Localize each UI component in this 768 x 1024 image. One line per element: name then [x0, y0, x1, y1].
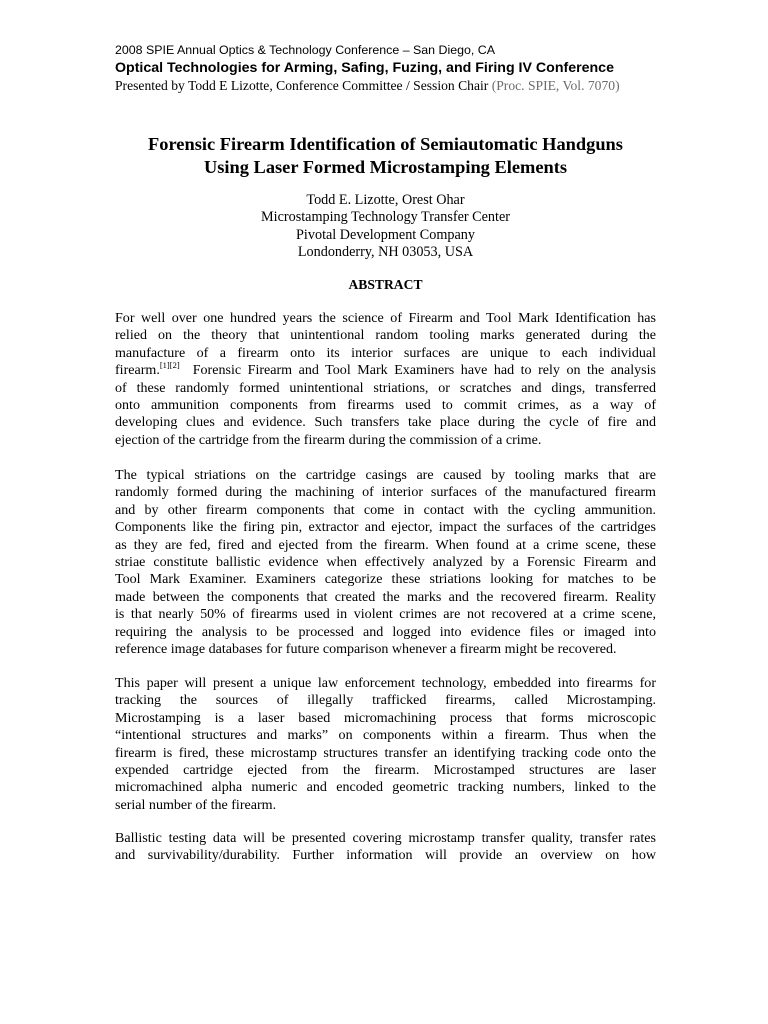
abstract-paragraph-3 — [115, 675, 656, 814]
text-line: and survivability/durability. Further information will provide an overview on how — [115, 847, 656, 864]
text-line: tracking the sources of illegally trafficked firearms, called Microstamping. — [115, 692, 656, 709]
abstract-paragraph-2 — [115, 467, 656, 658]
proceedings-reference: (Proc. SPIE, Vol. 7070) — [491, 78, 620, 93]
text-fragment: firearm. — [115, 362, 160, 379]
text-line: made between the components that created the marks and the recovered firearm. Reality — [115, 588, 656, 605]
text-line: striae constitute ballistic evidence when effectively analyzed by a Forensic Firearm and — [115, 553, 656, 570]
text-line: as they are fed, fired and ejected from the firearm. When found at a crime scene, these — [115, 536, 656, 553]
text-line: The typical striations on the cartridge casings are caused by tooling marks that are — [115, 467, 656, 483]
text-line: onto ammunition components from firearms used to commit crimes, as a way of — [115, 396, 656, 413]
text-line: relied on the theory that unintentional random tooling marks generated during the — [115, 327, 656, 344]
abstract-paragraph-1 — [115, 310, 656, 449]
text-line: reference image databases for future comparison whenever a firearm might be recovered. — [115, 640, 617, 657]
text-fragment: Forensic Firearm and Tool Mark Examiners have had to rely on the analysis — [179, 362, 656, 379]
text-line: Components like the firing pin, extractor and ejector, impact the surfaces of the cartridges — [115, 519, 656, 536]
text-line: and by other firearm components that come in contact with the cycling ammunition. — [115, 501, 656, 518]
text-line: expended cartridge ejected from the firearm. Microstamped structures are laser — [115, 761, 656, 778]
affiliation-line: Londonderry, NH 03053, USA — [297, 244, 474, 261]
text-line: Microstamping is a laser based micromachining process that forms microscopic — [115, 709, 656, 726]
conference-title: Optical Technologies for Arming, Safing, Fuzing, and Firing IV Conference — [115, 60, 614, 76]
text-line: “intentional structures and marks” on components within a firearm. Thus when the — [115, 727, 656, 744]
abstract-heading: ABSTRACT — [348, 277, 423, 292]
text-line: ejection of the cartridge from the firearm during the commission of a crime. — [115, 431, 542, 448]
text-line: This paper will present a unique law enforcement technology, embedded into firearms for — [115, 675, 656, 691]
text-line: Tool Mark Examiner. Examiners categorize these striations looking for matches to be — [115, 571, 656, 588]
text-line: serial number of the firearm. — [115, 796, 277, 813]
author-block — [115, 192, 656, 262]
presented-by-line — [115, 78, 620, 94]
reference-marks: [1][2] — [159, 360, 180, 371]
text-line: Ballistic testing data will be presented covering microstamp transfer quality, transfer rates — [115, 830, 656, 846]
text-line: is that nearly 50% of firearms used in violent crimes are not recovered at a crime scene, — [115, 606, 656, 623]
text-line: developing clues and evidence. Such transfers take place during the cycle of fire and — [115, 414, 656, 431]
authors: Todd E. Lizotte, Orest Ohar — [306, 192, 465, 208]
presented-by-text: Presented by Todd E Lizotte, Conference Committee / Session Chair — [115, 78, 492, 93]
text-line: micromachined alpha numeric and encoded geometric tracking numbers, linked to the — [115, 779, 656, 796]
text-line — [115, 362, 656, 379]
affiliation-line: Microstamping Technology Transfer Center — [261, 209, 510, 226]
text-line: manufacture of a firearm onto its interior surfaces are unique to each individual — [115, 344, 656, 361]
text-line: of these randomly formed unintentional striations, or scratches and dings, transferred — [115, 379, 656, 396]
affiliation-line: Pivotal Development Company — [296, 226, 475, 243]
text-line: For well over one hundred years the science of Firearm and Tool Mark Identification has — [115, 310, 656, 326]
text-line: randomly formed during the machining of interior surfaces of the manufactured firearm — [115, 484, 656, 501]
paper-title — [105, 133, 666, 179]
text-line: requiring the analysis to be processed and logged into evidence files or imaged into — [115, 623, 656, 640]
paper-title-line: Using Laser Formed Microstamping Elements — [203, 157, 568, 177]
text-line: firearm is fired, these microstamp structures transfer an identifying tracking code onto the — [115, 744, 656, 761]
conference-line: 2008 SPIE Annual Optics & Technology Conference – San Diego, CA — [115, 43, 495, 57]
abstract-paragraph-4 — [115, 830, 656, 865]
paper-title-line: Forensic Firearm Identification of Semiautomatic Handguns — [148, 134, 623, 154]
